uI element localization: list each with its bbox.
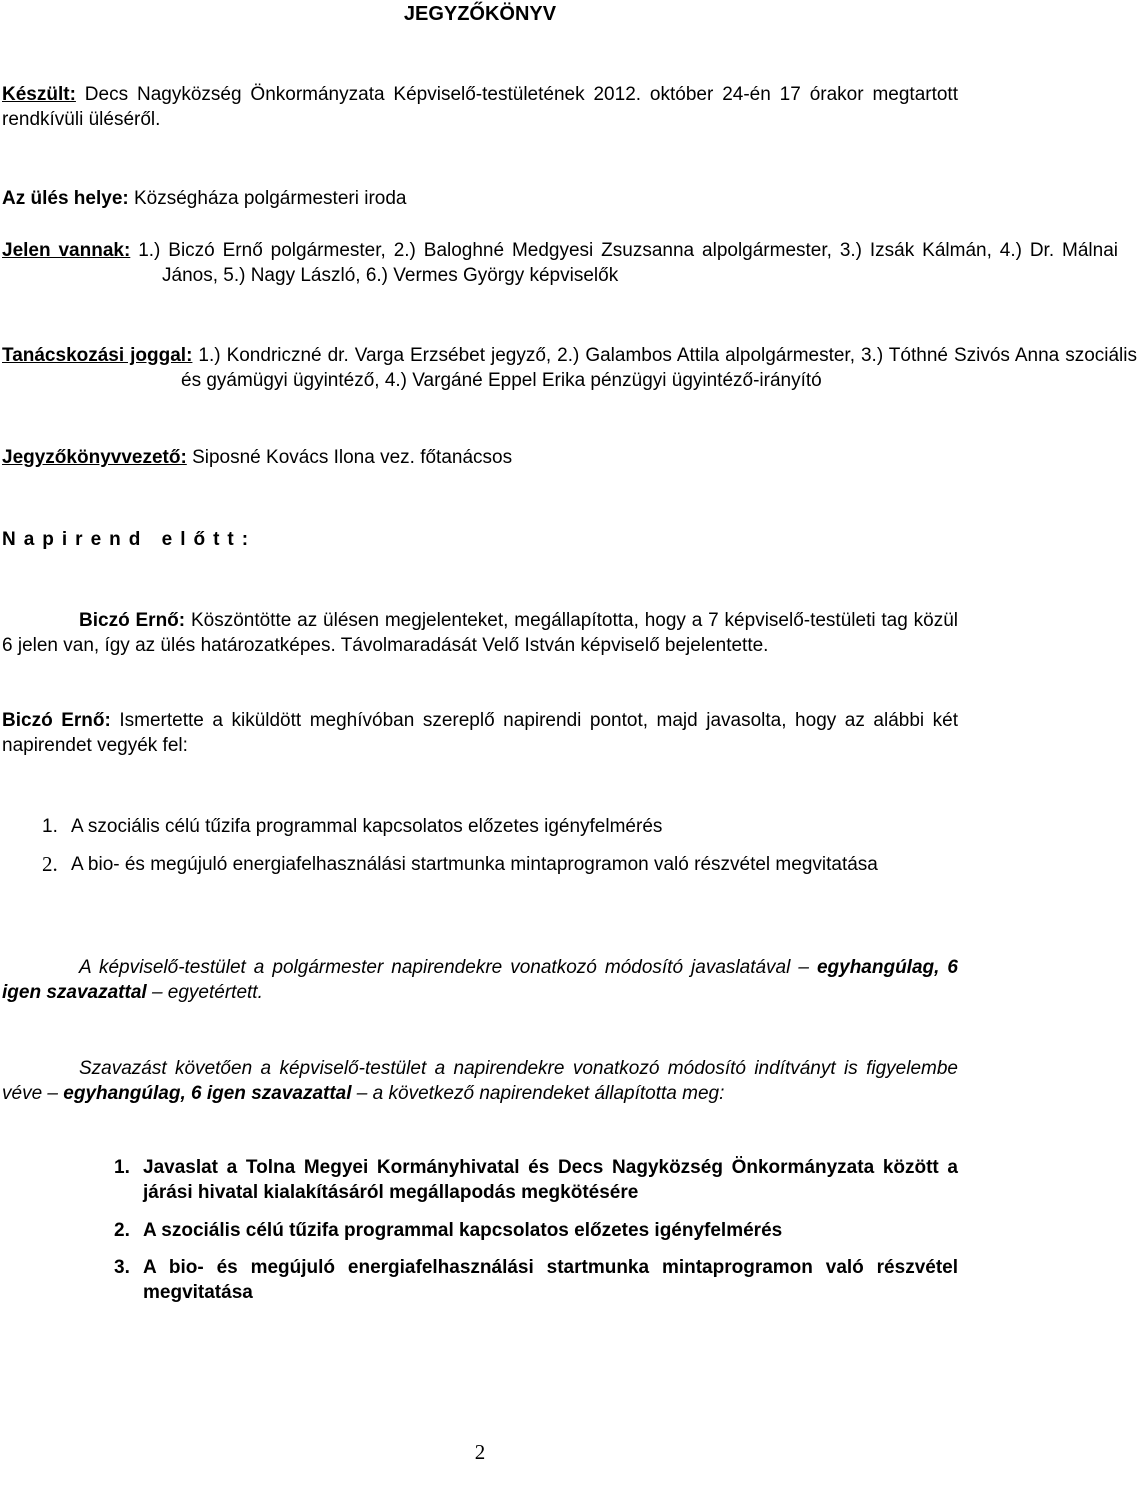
resolution-paragraph-1 (2, 955, 958, 1005)
jegyzokonyvvezeto-label: Jegyzőkönyvvezető: (2, 447, 187, 468)
opening-paragraph (2, 608, 958, 658)
agenda-item-text: A bio- és megújuló energiafelhasználási startmunka mintaprogramon való részvétel megvitatása (143, 1257, 958, 1303)
napirend-heading: Napirend előtt: (2, 529, 257, 550)
agenda-item-text: A szociális célú tűzifa programmal kapcsolatos előzetes igényfelmérés (143, 1220, 783, 1241)
resolution-italic-text: Szavazást követően a képviselő-testület a napirendekre vonatkozó módosító indítványt is figyelembe véve – (2, 1058, 958, 1104)
ules-helye-paragraph (2, 186, 958, 211)
jegyzokonyvvezeto-paragraph (2, 445, 958, 470)
resolution-tail-text: – a következő napirendeket állapította meg: (351, 1083, 725, 1104)
keszult-label: Készült: (2, 84, 76, 105)
agenda-item (114, 1218, 958, 1248)
page-number: 2 (474, 1440, 486, 1464)
resolution-italic-text: A képviselő-testület a polgármester napirendekre vonatkozó módosító javaslatával – (79, 957, 809, 978)
resolution-vote-text: egyhangúlag, 6 igen szavazattal (63, 1083, 352, 1104)
list-item-text: A szociális célú tűzifa programmal kapcsolatos előzetes igényfelmérés (71, 816, 663, 837)
resolution-vote-text: egyhangúlag, 6 igen szavazattal (2, 957, 959, 1003)
resolution-paragraph-2 (2, 1056, 958, 1106)
jegyzokonyvvezeto-text: Siposné Kovács Ilona vez. főtanácsos (186, 447, 513, 468)
proposal-paragraph (2, 708, 958, 758)
page-title: JEGYZŐKÖNYV (403, 3, 557, 25)
agenda-item-number: 2. (114, 1220, 130, 1241)
list-item-number: 1. (42, 816, 58, 837)
tanacskozasi-paragraph (2, 343, 1137, 393)
tanacskozasi-text: 1.) Kondriczné dr. Varga Erzsébet jegyző, 2.) Galambos Attila alpolgármester, 3.) Tóthné Szivós Anna szociális és gyámügyi ügyintéző, 4.) Vargáné Eppel Erika pénzügyi ügyintéző-irányító (181, 345, 1137, 391)
jelen-vannak-text: 1.) Biczó Ernő polgármester, 2.) Baloghné Medgyesi Zsuzsanna alpolgármester, 3.) Izsák Kálmán, 4.) Dr. Málnai János, 5.) Nagy László, 6.) Vermes György képviselők (130, 240, 1118, 286)
list-item-text: A bio- és megújuló energiafelhasználási startmunka mintaprogramon való részvétel megvitatása (71, 854, 878, 875)
keszult-paragraph (2, 82, 958, 132)
ules-helye-text: Községháza polgármesteri iroda (128, 188, 407, 209)
resolution-tail-text: – egyetértett. (146, 982, 263, 1003)
agenda-item-text: Javaslat a Tolna Megyei Kormányhivatal és Decs Nagyközség Önkormányzata között a járási hivatal kialakításáról megállapodás megkötésére (143, 1157, 958, 1203)
list-item-number: 2. (42, 852, 58, 876)
agenda-item (114, 1155, 958, 1210)
proposal-text: Ismertette a kiküldött meghívóban szereplő napirendi pontot, majd javasolta, hogy az alábbi két napirendet vegyék fel: (2, 710, 958, 756)
tanacskozasi-label: Tanácskozási joggal: (2, 345, 193, 366)
agenda-item (114, 1255, 958, 1310)
speaker-name: Biczó Ernő: (2, 710, 111, 731)
opening-text: Köszöntötte az ülésen megjelenteket, megállapította, hogy a 7 képviselő-testületi tag közül 6 jelen van, így az ülés határozatképes. Távolmaradását Velő István képviselő bejelentette. (2, 610, 959, 656)
agenda-item-number: 1. (114, 1157, 130, 1178)
agenda-item-number: 3. (114, 1257, 130, 1278)
ules-helye-label: Az ülés helye: (2, 188, 129, 209)
jelen-vannak-label: Jelen vannak: (2, 240, 131, 261)
list-item (42, 814, 958, 844)
keszult-text: Decs Nagyközség Önkormányzata Képviselő-testületének 2012. október 24-én 17 órakor megtartott rendkívüli üléséről. (2, 84, 958, 130)
jelen-vannak-paragraph (2, 238, 1118, 288)
speaker-name: Biczó Ernő: (79, 610, 186, 631)
list-item (42, 852, 958, 907)
